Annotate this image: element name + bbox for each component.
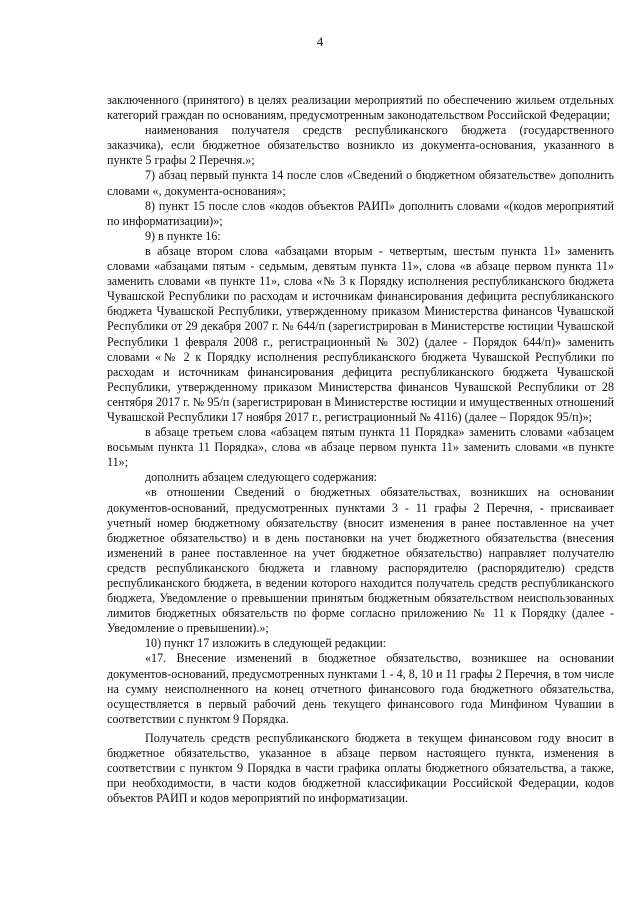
paragraph-12: Получатель средств республиканского бюджета в текущем финансовом году вносит в бюджетное обязательство, указанное в абзаце первом настоящего пункта, изменения в соответствии с пунктом 9 Порядка в части графика оплаты бюджетного обязательства, а также, при необходимости, в части кодов бюджетной классификации Российской Федерации, кодов объектов РАИП и кодов мероприятий по информатизации. [107,730,614,806]
paragraph-6: в абзаце втором слова «абзацами вторым - четвертым, шестым пункта 11» заменить словами «абзацами пятым - седьмым, девятым пункта 11», слова «в абзаце первом пункта 11» заменить словами «в пункте 11», слова «№ 3 к Порядку исполнения республиканского бюджета Чувашской Республики по расходам и источникам финансирования дефицита республиканского бюджета Чувашской Республики, утвержденному приказом Министерства финансов Чувашской Республики от 29 декабря 2007 г. № 644/п (зарегистрирован в Министерстве юстиции Чувашской Республики 1 февраля 2008 г., регистрационный № 302) (далее - Порядок 644/п)» заменить словами «№ 2 к Порядку исполнения республиканского бюджета Чувашской Республики по расходам и источникам финансирования дефицита республиканского бюджета Чувашской Республики, утвержденному приказом Министерства финансов Чувашской Республики от 28 сентября 2017 г. № 95/п (зарегистрирован в Министерстве юстиции и имущественных отношений Чувашской Республики 17 ноября 2017 г., регистрационный № 4116) (далее – Порядок 95/п)»; [107,243,614,424]
paragraph-2: наименования получателя средств республиканского бюджета (государственного заказчика), если бюджетное обязательство возникло из документа-основания, указанного в пункте 5 графы 2 Перечня.»; [107,123,614,168]
paragraph-3: 7) абзац первый пункта 14 после слов «Сведений о бюджетном обязательстве» дополнить словами «, документа-основания»; [107,168,614,198]
paragraph-7: в абзаце третьем слова «абзацем пятым пункта 11 Порядка» заменить словами «абзацем восьмым пункта 11 Порядка», слова «в абзаце первом пункта 11» заменить словами «в пункте 11»; [107,425,614,470]
paragraph-5: 9) в пункте 16: [145,228,221,243]
page-number: 4 [316,34,324,49]
paragraph-4: 8) пункт 15 после слов «кодов объектов РАИП» дополнить словами «(кодов мероприятий по информатизации)»; [107,198,614,228]
paragraph-1: заключенного (принятого) в целях реализации мероприятий по обеспечению жильем отдельных категорий граждан по основаниям, предусмотренным законодательством Российской Федерации; [107,93,614,123]
paragraph-10: 10) пункт 17 изложить в следующей редакции: [145,636,387,651]
paragraph-11: «17. Внесение изменений в бюджетное обязательство, возникшее на основании документов-оснований, предусмотренных пунктами 1 - 4, 8, 10 и 11 графы 2 Перечня, в том числе на сумму неисполненного на конец отчетного финансового года бюджетного обязательства, осуществляется в первый рабочий день текущего финансового года Минфином Чувашии в соответствии с пунктом 9 Порядка. [107,651,614,726]
document-body [107,93,614,806]
paragraph-9: «в отношении Сведений о бюджетных обязательствах, возникших на основании документов-оснований, предусмотренных пунктами 3 - 11 графы 2 Перечня, - присваивает учетный номер бюджетному обязательству (вносит изменения в ранее поставленное на учет бюджетное обязательство) и в день постановки на учет бюджетного обязательства (внесения изменений в ранее поставленное на учет бюджетное обязательство) направляет получателю средств республиканского бюджета и главному распорядителю (распорядителю) средств республиканского бюджета, в ведении которого находится получатель средств республиканского бюджета, Уведомление о превышении принятым бюджетным обязательством неиспользованных лимитов бюджетных обязательств по форме согласно приложению № 11 к Порядку (далее - Уведомление о превышении).»; [107,485,614,636]
paragraph-8: дополнить абзацем следующего содержания: [145,470,378,485]
